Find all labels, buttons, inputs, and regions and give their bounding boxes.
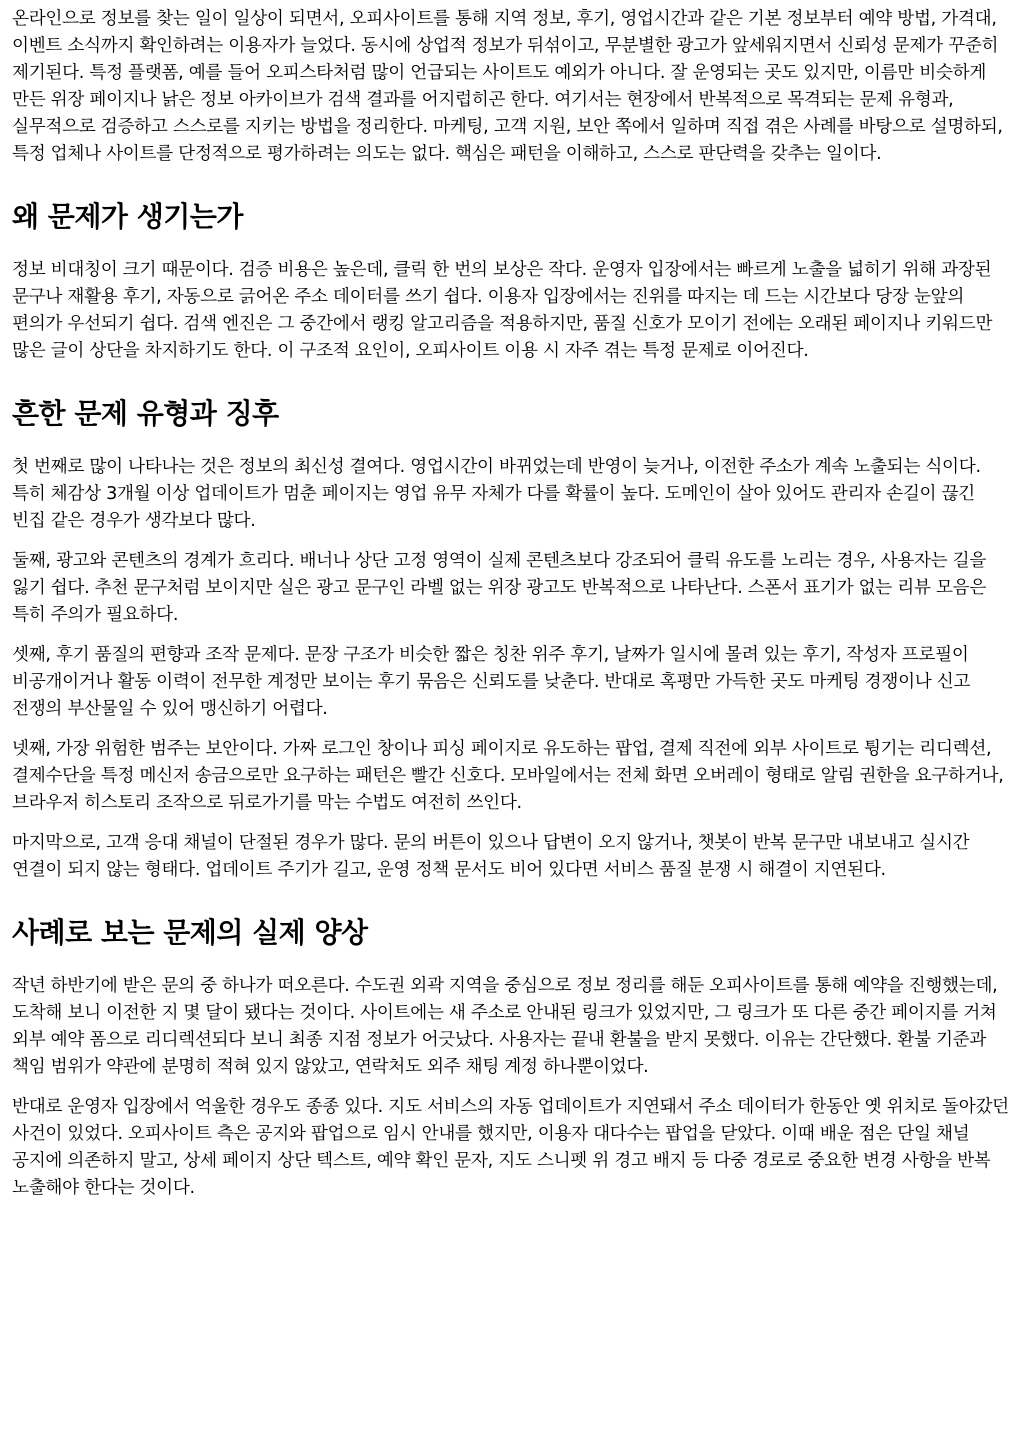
paragraph: 마지막으로, 고객 응대 채널이 단절된 경우가 많다. 문의 버튼이 있으나 답변이 오지 않거나, 챗봇이 반복 문구만 내보내고 실시간 연결이 되지 않는 형태다. 업데이트 주기가 길고, 운영 정책 문서도 비어 있다면 서비스 품질 분쟁 시 해결이 지연된다. (12, 833, 970, 880)
intro-paragraph: 온라인으로 정보를 찾는 일이 일상이 되면서, 오피사이트를 통해 지역 정보, 후기, 영업시간과 같은 기본 정보부터 예약 방법, 가격대, 이벤트 소식까지 확인하려는 이용자가 늘었다. 동시에 상업적 정보가 뒤섞이고, 무분별한 광고가 앞세워지면서 신뢰성 문제가 꾸준히 제기된다. 특정 플랫폼, 예를 들어 오피스타처럼 많이 언급되는 사이트도 예외가 아니다. 잘 운영되는 곳도 있지만, 이름만 비슷하게 만든 위장 페이지나 낡은 정보 아카이브가 검색 결과를 어지럽히곤 한다. 여기서는 현장에서 반복적으로 목격되는 문제 유형과, 실무적으로 검증하고 스스로를 지키는 방법을 정리한다. 마케팅, 고객 지원, 보안 쪽에서 일하며 직접 겪은 사례를 바탕으로 설명하되, 특정 업체나 사이트를 단정적으로 평가하려는 의도는 없다. 핵심은 패턴을 이해하고, 스스로 판단력을 갖추는 일이다. (12, 9, 1003, 164)
paragraph: 정보 비대칭이 크기 때문이다. 검증 비용은 높은데, 클릭 한 번의 보상은 작다. 운영자 입장에서는 빠르게 노출을 넓히기 위해 과장된 문구나 재활용 후기, 자동으로 긁어온 주소 데이터를 쓰기 쉽다. 이용자 입장에서는 진위를 따지는 데 드는 시간보다 당장 눈앞의 편의가 우선되기 쉽다. 검색 엔진은 그 중간에서 랭킹 알고리즘을 적용하지만, 품질 신호가 모이기 전에는 오래된 페이지나 키워드만 많은 글이 상단을 차지하기도 한다. 이 구조적 요인이, 오피사이트 이용 시 자주 겪는 특정 문제로 이어진다. (12, 260, 993, 361)
section-why-problems (12, 200, 1012, 365)
section-heading: 흔한 문제 유형과 징후 (12, 397, 279, 430)
paragraph: 셋째, 후기 품질의 편향과 조작 문제다. 문장 구조가 비슷한 짧은 칭찬 위주 후기, 날짜가 일시에 몰려 있는 후기, 작성자 프로필이 비공개이거나 활동 이력이 전무한 계정만 보이는 후기 묶음은 신뢰도를 낮춘다. 반대로 혹평만 가득한 곳도 마케팅 경쟁이나 신고 전쟁의 부산물일 수 있어 맹신하기 어렵다. (12, 645, 971, 719)
paragraph: 반대로 운영자 입장에서 억울한 경우도 종종 있다. 지도 서비스의 자동 업데이트가 지연돼서 주소 데이터가 한동안 옛 위치로 돌아갔던 사건이 있었다. 오피사이트 측은 공지와 팝업으로 임시 안내를 했지만, 이용자 대다수는 팝업을 닫았다. 이때 배운 점은 단일 채널 공지에 의존하지 말고, 상세 페이지 상단 텍스트, 예약 확인 문자, 지도 스니펫 위 경고 배지 등 다중 경로로 중요한 변경 사항을 반복 노출해야 한다는 것이다. (12, 1097, 1009, 1198)
paragraph: 첫 번째로 많이 나타나는 것은 정보의 최신성 결여다. 영업시간이 바뀌었는데 반영이 늦거나, 이전한 주소가 계속 노출되는 식이다. 특히 체감상 3개월 이상 업데이트가 멈춘 페이지는 영업 유무 자체가 다를 확률이 높다. 도메인이 살아 있어도 관리자 손길이 끊긴 빈집 같은 경우가 생각보다 많다. (12, 457, 981, 531)
paragraph: 둘째, 광고와 콘텐츠의 경계가 흐리다. 배너나 상단 고정 영역이 실제 콘텐츠보다 강조되어 클릭 유도를 노리는 경우, 사용자는 길을 잃기 쉽다. 추천 문구처럼 보이지만 실은 광고 문구인 라벨 없는 위장 광고도 반복적으로 나타난다. 스폰서 표기가 없는 리뷰 모음은 특히 주의가 필요하다. (12, 551, 987, 625)
paragraph: 넷째, 가장 위험한 범주는 보안이다. 가짜 로그인 창이나 피싱 페이지로 유도하는 팝업, 결제 직전에 외부 사이트로 튕기는 리디렉션, 결제수단을 특정 메신저 송금으로만 요구하는 패턴은 빨간 신호다. 모바일에서는 전체 화면 오버레이 형태로 알림 권한을 요구하거나, 브라우저 히스토리 조작으로 뒤로가기를 막는 수법도 여전히 쓰인다. (12, 739, 1004, 813)
section-case-studies (12, 916, 1012, 1202)
section-heading: 왜 문제가 생기는가 (12, 200, 243, 233)
section-heading: 사례로 보는 문제의 실제 양상 (12, 916, 368, 949)
section-common-problems (12, 397, 1012, 884)
paragraph: 작년 하반기에 받은 문의 중 하나가 떠오른다. 수도권 외곽 지역을 중심으로 정보 정리를 해둔 오피사이트를 통해 예약을 진행했는데, 도착해 보니 이전한 지 몇 달이 됐다는 것이다. 사이트에는 새 주소로 안내된 링크가 있었지만, 그 링크가 또 다른 중간 페이지를 거쳐 외부 예약 폼으로 리디렉션되다 보니 최종 지점 정보가 어긋났다. 사용자는 끝내 환불을 받지 못했다. 이유는 간단했다. 환불 기준과 책임 범위가 약관에 분명히 적혀 있지 않았고, 연락처도 외주 채팅 계정 하나뿐이었다. (12, 976, 998, 1077)
